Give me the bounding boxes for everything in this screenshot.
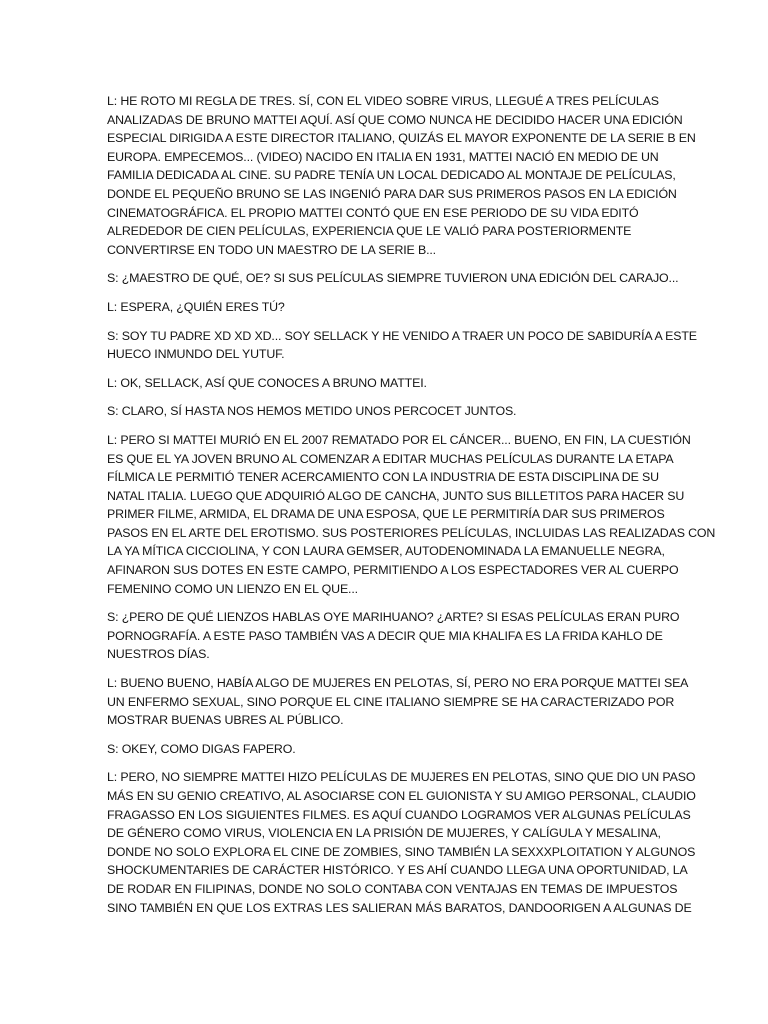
text-line: HUECO INMUNDO DEL YUTUF.: [107, 347, 285, 362]
dialogue-paragraph: [107, 608, 680, 664]
dialogue-paragraph: [107, 269, 679, 288]
text-line: CONVERTIRSE EN TODO UN MAESTRO DE LA SERIE B...: [107, 242, 436, 257]
text-line: MOSTRAR BUENAS UBRES AL PÚBLICO.: [107, 713, 344, 728]
dialogue-paragraph: [107, 431, 716, 598]
text-line: FEMENINO COMO UN LIENZO EN EL QUE...: [107, 581, 358, 596]
dialogue-paragraph: [107, 92, 696, 259]
text-line: FRAGASSO EN LOS SIGUIENTES FILMES. ES AQUÍ CUANDO LOGRAMOS VER ALGUNAS PELÍCULAS: [107, 807, 691, 822]
dialogue-paragraph: [107, 374, 663, 393]
text-line: S: SOY TU PADRE XD XD XD... SOY SELLACK Y HE VENIDO A TRAER UN POCO DE SABIDURÍA A ESTE: [107, 328, 697, 343]
dialogue-paragraph: [107, 674, 689, 730]
text-line: L: HE ROTO MI REGLA DE TRES. SÍ, CON EL VIDEO SOBRE VIRUS, LLEGUÉ A TRES PELÍCULAS: [107, 94, 659, 108]
text-line: DONDE NO SOLO EXPLORA EL CINE DE ZOMBIES, SINO TAMBIÉN LA SEXXXPLOITATION Y ALGUNOS: [107, 844, 696, 859]
text-line: FÍLMICA LE PERMITIÓ TENER ACERCAMIENTO CON LA INDUSTRIA DE ESTA DISCIPLINA DE SU: [107, 470, 659, 485]
text-line: DE RODAR EN FILIPINAS, DONDE NO SOLO CONTABA CON VENTAJAS EN TEMAS DE IMPUESTOS: [107, 881, 678, 896]
text-line: EUROPA. EMPECEMOS... (VIDEO) NACIDO EN ITALIA EN 1931, MATTEI NACIÓ EN MEDIO DE UN: [107, 149, 659, 164]
text-line: PORNOGRAFÍA. A ESTE PASO TAMBIÉN VAS A DECIR QUE MIA KHALIFA ES LA FRIDA KAHLO DE: [107, 628, 663, 643]
dialogue-paragraph: [107, 298, 663, 317]
document-page: [107, 92, 716, 927]
text-line: ANALIZADAS DE BRUNO MATTEI AQUÍ. ASÍ QUE COMO NUNCA HE DECIDIDO HACER UNA EDICIÓN: [107, 112, 683, 127]
text-line: ES QUE EL YA JOVEN BRUNO AL COMENZAR A EDITAR MUCHAS PELÍCULAS DURANTE LA ETAPA: [107, 451, 674, 466]
dialogue-paragraph: [107, 327, 697, 364]
document-body: [107, 92, 716, 917]
text-line: CINEMATOGRÁFICA. EL PROPIO MATTEI CONTÓ QUE EN ESE PERIODO DE SU VIDA EDITÓ: [107, 205, 639, 220]
dialogue-paragraph: [107, 402, 663, 421]
text-line: PASOS EN EL ARTE DEL EROTISMO. SUS POSTERIORES PELÍCULAS, INCLUIDAS LAS REALIZADAS CON: [107, 525, 716, 540]
text-line: ALREDEDOR DE CIEN PELÍCULAS, EXPERIENCIA QUE LE VALIÓ PARA POSTERIORMENTE: [107, 224, 632, 239]
text-line: L: ESPERA, ¿QUIÉN ERES TÚ?: [107, 299, 285, 314]
text-line: L: BUENO BUENO, HABÍA ALGO DE MUJERES EN PELOTAS, SÍ, PERO NO ERA PORQUE MATTEI SEA: [107, 676, 689, 691]
text-line: DONDE EL PEQUEÑO BRUNO SE LAS INGENIÓ PARA DAR SUS PRIMEROS PASOS EN LA EDICIÓN: [107, 186, 677, 201]
text-line: DE GÉNERO COMO VIRUS, VIOLENCIA EN LA PRISIÓN DE MUJERES, Y CALÍGULA Y MESALINA,: [107, 826, 661, 841]
text-line: S: OKEY, COMO DIGAS FAPERO.: [107, 741, 296, 756]
text-line: LA YA MÍTICA CICCIOLINA, Y CON LAURA GEMSER, AUTODENOMINADA LA EMANUELLE NEGRA,: [107, 544, 665, 559]
text-line: ESPECIAL DIRIGIDA A ESTE DIRECTOR ITALIANO, QUIZÁS EL MAYOR EXPONENTE DE LA SERIE B EN: [107, 131, 696, 146]
text-line: PRIMER FILME, ARMIDA, EL DRAMA DE UNA ESPOSA, QUE LE PERMITIRÍA DAR SUS PRIMEROS: [107, 507, 665, 522]
text-line: S: CLARO, SÍ HASTA NOS HEMOS METIDO UNOS PERCOCET JUNTOS.: [107, 404, 517, 419]
text-line: FAMILIA DEDICADA AL CINE. SU PADRE TENÍA UN LOCAL DEDICADO AL MONTAJE DE PELÍCULAS,: [107, 168, 676, 183]
text-line: NUESTROS DÍAS.: [107, 647, 210, 662]
dialogue-paragraph: [107, 768, 696, 917]
text-line: AFINARON SUS DOTES EN ESTE CAMPO, PERMITIENDO A LOS ESPECTADORES VER AL CUERPO: [107, 563, 679, 578]
text-line: L: PERO, NO SIEMPRE MATTEI HIZO PELÍCULAS DE MUJERES EN PELOTAS, SINO QUE DIO UN PASO: [107, 770, 696, 785]
text-line: S: ¿MAESTRO DE QUÉ, OE? SI SUS PELÍCULAS SIEMPRE TUVIERON UNA EDICIÓN DEL CARAJO...: [107, 271, 679, 286]
text-line: SHOCKUMENTARIES DE CARÁCTER HISTÓRICO. Y ES AHÍ CUANDO LLEGA UNA OPORTUNIDAD, LA: [107, 863, 688, 878]
text-line: L: PERO SI MATTEI MURIÓ EN EL 2007 REMATADO POR EL CÁNCER... BUENO, EN FIN, LA CUESTIÓN: [107, 432, 691, 447]
text-line: SINO TAMBIÉN EN QUE LOS EXTRAS LES SALIERAN MÁS BARATOS, DANDOORIGEN A ALGUNAS DE: [107, 900, 692, 915]
text-line: L: OK, SELLACK, ASÍ QUE CONOCES A BRUNO MATTEI.: [107, 375, 427, 390]
text-line: S: ¿PERO DE QUÉ LIENZOS HABLAS OYE MARIHUANO? ¿ARTE? SI ESAS PELÍCULAS ERAN PURO: [107, 610, 680, 625]
dialogue-paragraph: [107, 740, 663, 759]
text-line: MÁS EN SU GENIO CREATIVO, AL ASOCIARSE CON EL GUIONISTA Y SU AMIGO PERSONAL, CLAUDIO: [107, 789, 696, 803]
text-line: UN ENFERMO SEXUAL, SINO PORQUE EL CINE ITALIANO SIEMPRE SE HA CARACTERIZADO POR: [107, 694, 675, 709]
text-line: NATAL ITALIA. LUEGO QUE ADQUIRIÓ ALGO DE CANCHA, JUNTO SUS BILLETITOS PARA HACER SU: [107, 488, 685, 503]
